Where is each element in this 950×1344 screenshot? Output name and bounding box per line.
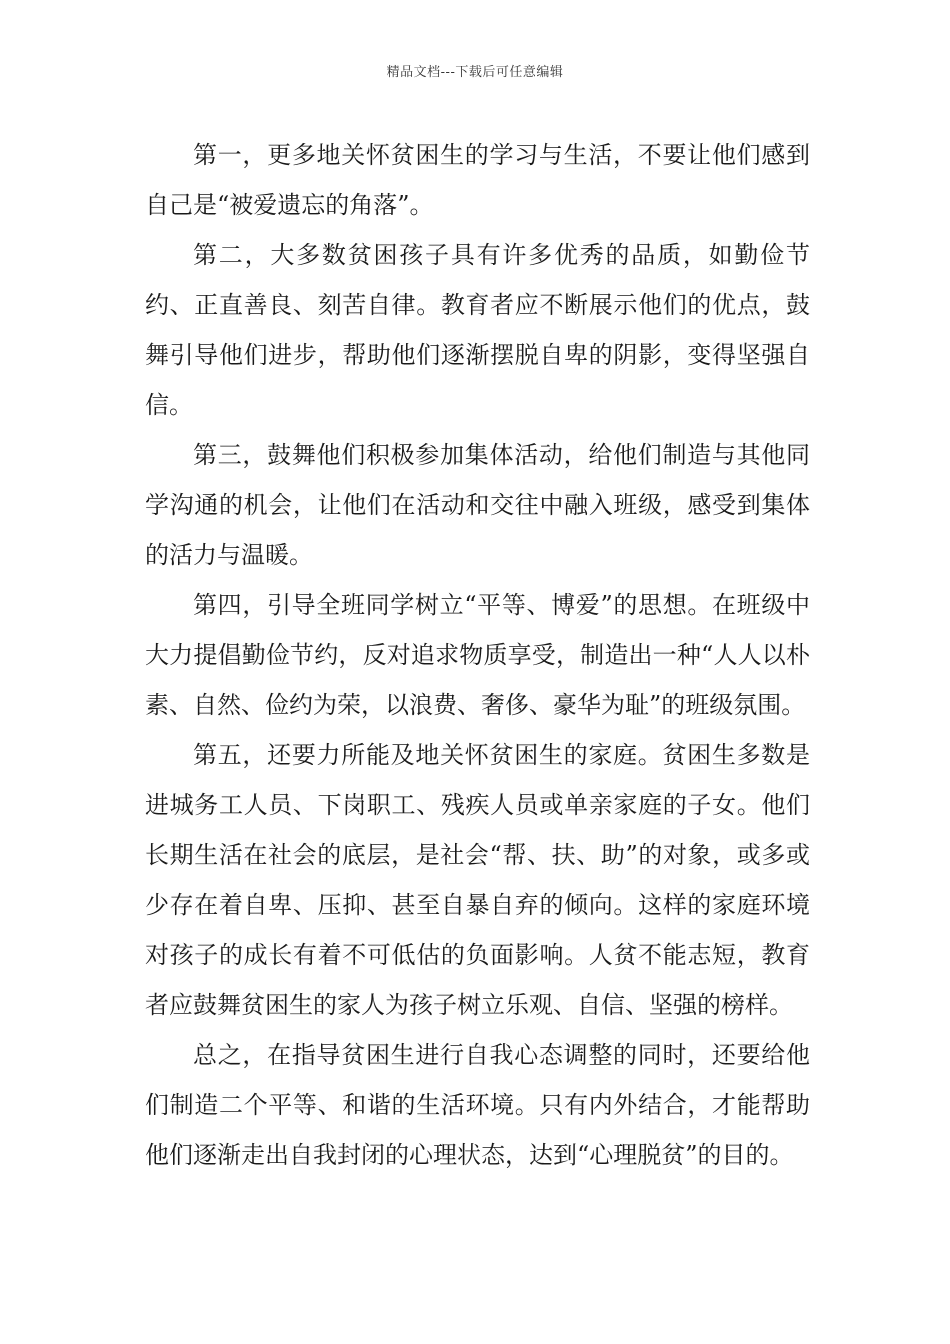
paragraph-4: 第四，引导全班同学树立“平等、博爱”的思想。在班级中大力提倡勤俭节约，反对追求物质享受，制造出一种“人人以朴素、自然、俭约为荣，以浪费、奢侈、豪华为耻”的班级氛围。 — [145, 591, 810, 719]
paragraph-1: 第一，更多地关怀贫困生的学习与生活，不要让他们感到自己是“被爱遗忘的角落”。 — [145, 141, 810, 219]
paragraph-3: 第三，鼓舞他们积极参加集体活动，给他们制造与其他同学沟通的机会，让他们在活动和交往中融入班级，感受到集体的活力与温暖。 — [145, 441, 810, 569]
page-header: 精品文档---下载后可任意编辑 — [386, 65, 564, 80]
document-body — [145, 130, 810, 1180]
paragraph-2: 第二，大多数贫困孩子具有许多优秀的品质，如勤俭节约、正直善良、刻苦自律。教育者应不断展示他们的优点，鼓舞引导他们进步，帮助他们逐渐摆脱自卑的阴影，变得坚强自信。 — [145, 241, 810, 419]
paragraph-6: 总之，在指导贫困生进行自我心态调整的同时，还要给他们制造二个平等、和谐的生活环境。只有内外结合，才能帮助他们逐渐走出自我封闭的心理状态，达到“心理脱贫”的目的。 — [145, 1041, 810, 1169]
paragraph-5: 第五，还要力所能及地关怀贫困生的家庭。贫困生多数是进城务工人员、下岗职工、残疾人员或单亲家庭的子女。他们长期生活在社会的底层，是社会“帮、扶、助”的对象，或多或少存在着自卑、压抑、甚至自暴自弃的倾向。这样的家庭环境对孩子的成长有着不可低估的负面影响。人贫不能志短，教育者应鼓舞贫困生的家人为孩子树立乐观、自信、坚强的榜样。 — [145, 741, 810, 1019]
